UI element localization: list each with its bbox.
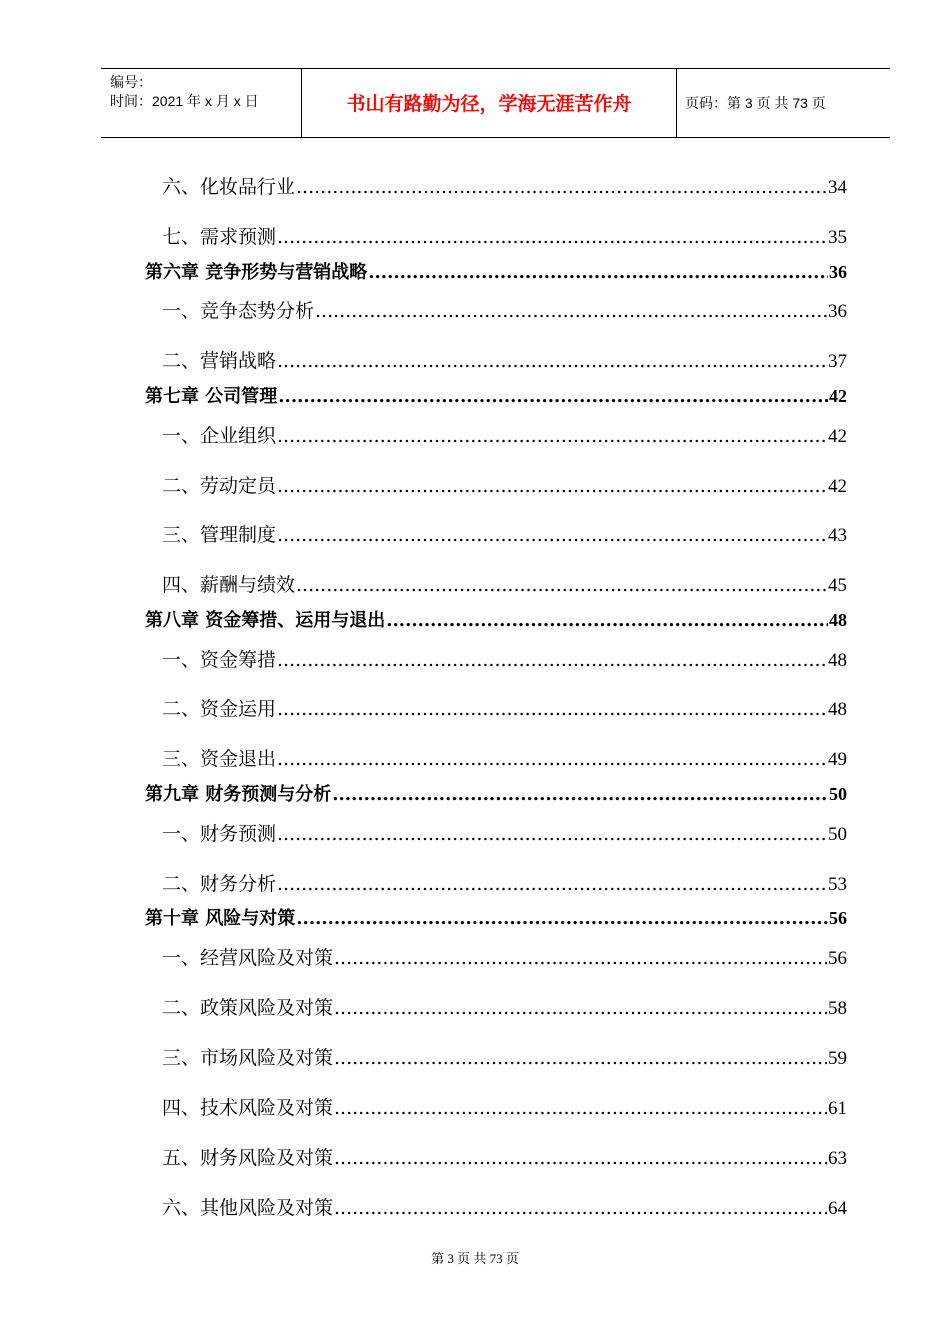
toc-title: 五、财务风险及对策 — [162, 1147, 334, 1169]
toc-leader — [278, 386, 828, 407]
toc-entry[interactable] — [162, 421, 847, 448]
header-info-cell — [101, 69, 301, 137]
toc-entry[interactable] — [162, 222, 847, 249]
toc-page: 49 — [828, 749, 847, 770]
number-label: 编号： — [110, 74, 152, 90]
header-motto-cell — [301, 69, 677, 137]
toc-leader — [334, 1097, 827, 1119]
toc-chapter-entry[interactable] — [145, 382, 847, 408]
time-label: 时间：2021 年 x 月 x 日 — [110, 93, 259, 109]
toc-entry[interactable] — [162, 1193, 847, 1220]
toc-leader — [368, 262, 828, 283]
toc-chapter-entry[interactable] — [145, 780, 847, 806]
page-header — [101, 68, 890, 138]
toc-title: 一、竞争态势分析 — [162, 300, 315, 322]
toc-title: 二、营销战略 — [162, 350, 277, 372]
toc-page: 61 — [828, 1098, 847, 1119]
toc-leader — [277, 748, 827, 770]
toc-entry[interactable] — [162, 993, 847, 1020]
toc-leader — [334, 947, 827, 969]
toc-entry[interactable] — [162, 943, 847, 970]
toc-entry[interactable] — [162, 520, 847, 547]
toc-title: 二、劳动定员 — [162, 475, 277, 497]
toc-chapter-entry[interactable] — [145, 258, 847, 284]
toc-page: 53 — [828, 874, 847, 895]
toc-page: 36 — [829, 262, 847, 282]
toc-title: 四、薪酬与绩效 — [162, 574, 296, 596]
toc-leader — [277, 698, 827, 720]
toc-page: 45 — [828, 575, 847, 596]
toc-leader — [277, 524, 827, 546]
toc-page: 63 — [828, 1148, 847, 1169]
toc-title: 四、技术风险及对策 — [162, 1097, 334, 1119]
toc-page: 48 — [829, 610, 847, 630]
toc-entry[interactable] — [162, 1143, 847, 1170]
toc-entry[interactable] — [162, 694, 847, 721]
toc-leader — [334, 997, 827, 1019]
toc-leader — [277, 475, 827, 497]
toc-leader — [386, 610, 828, 631]
toc-title: 二、政策风险及对策 — [162, 997, 334, 1019]
toc-page: 42 — [828, 476, 847, 497]
toc-page: 50 — [828, 824, 847, 845]
toc-page: 48 — [828, 699, 847, 720]
toc-page: 64 — [828, 1198, 847, 1219]
toc-page: 37 — [828, 351, 847, 372]
toc-title: 二、资金运用 — [162, 698, 277, 720]
header-page-cell — [676, 69, 890, 137]
toc-leader — [277, 350, 827, 372]
toc-title: 三、市场风险及对策 — [162, 1047, 334, 1069]
motto: 书山有路勤为径，学海无涯苦作舟 — [346, 93, 632, 115]
toc-page: 35 — [828, 227, 847, 248]
toc-title: 六、其他风险及对策 — [162, 1197, 334, 1219]
toc-leader — [332, 784, 828, 805]
page-label: 页码：第 3 页 共 73 页 — [685, 95, 826, 111]
toc-title: 一、财务预测 — [162, 823, 277, 845]
toc-page: 50 — [829, 784, 847, 804]
toc-title: 第十章 风险与对策 — [145, 908, 296, 929]
toc-leader — [315, 300, 827, 322]
toc-page: 42 — [828, 426, 847, 447]
toc-leader — [334, 1197, 827, 1219]
toc-title: 一、企业组织 — [162, 425, 277, 447]
toc-title: 第八章 资金筹措、运用与退出 — [145, 610, 386, 631]
toc-leader — [277, 649, 827, 671]
toc-title: 七、需求预测 — [162, 226, 277, 248]
toc-entry[interactable] — [162, 645, 847, 672]
toc-chapter-entry[interactable] — [145, 606, 847, 632]
toc-page: 36 — [828, 301, 847, 322]
toc-title: 第九章 财务预测与分析 — [145, 784, 332, 805]
toc-entry[interactable] — [162, 570, 847, 597]
toc-leader — [296, 908, 828, 929]
toc-leader — [334, 1047, 827, 1069]
toc-title: 二、财务分析 — [162, 873, 277, 895]
toc-page: 56 — [828, 948, 847, 969]
toc-page: 43 — [828, 525, 847, 546]
toc-page: 56 — [829, 908, 847, 928]
toc-title: 一、资金筹措 — [162, 649, 277, 671]
toc-leader — [277, 226, 827, 248]
toc-page: 42 — [829, 386, 847, 406]
toc-entry[interactable] — [162, 819, 847, 846]
page-footer: 第 3 页 共 73 页 — [431, 1251, 519, 1266]
toc-entry[interactable] — [162, 346, 847, 373]
toc-leader — [296, 176, 827, 198]
toc-entry[interactable] — [162, 172, 847, 199]
toc-entry[interactable] — [162, 744, 847, 771]
toc-page: 34 — [828, 177, 847, 198]
toc-title: 一、经营风险及对策 — [162, 947, 334, 969]
toc-leader — [277, 425, 827, 447]
toc-page: 48 — [828, 650, 847, 671]
toc-title: 三、管理制度 — [162, 524, 277, 546]
toc-chapter-entry[interactable] — [145, 904, 847, 930]
toc-title: 第七章 公司管理 — [145, 386, 278, 407]
toc-leader — [277, 823, 827, 845]
toc-entry[interactable] — [162, 471, 847, 498]
toc-entry[interactable] — [162, 296, 847, 323]
toc-page: 58 — [828, 998, 847, 1019]
toc-leader — [334, 1147, 827, 1169]
toc-entry[interactable] — [162, 1093, 847, 1120]
toc-page: 59 — [828, 1048, 847, 1069]
toc-title: 第六章 竞争形势与营销战略 — [145, 262, 368, 283]
toc-leader — [277, 873, 827, 895]
toc-leader — [296, 574, 827, 596]
toc-entry[interactable] — [162, 869, 847, 896]
toc-title: 三、资金退出 — [162, 748, 277, 770]
toc-title: 六、化妆品行业 — [162, 176, 296, 198]
toc-entry[interactable] — [162, 1043, 847, 1070]
